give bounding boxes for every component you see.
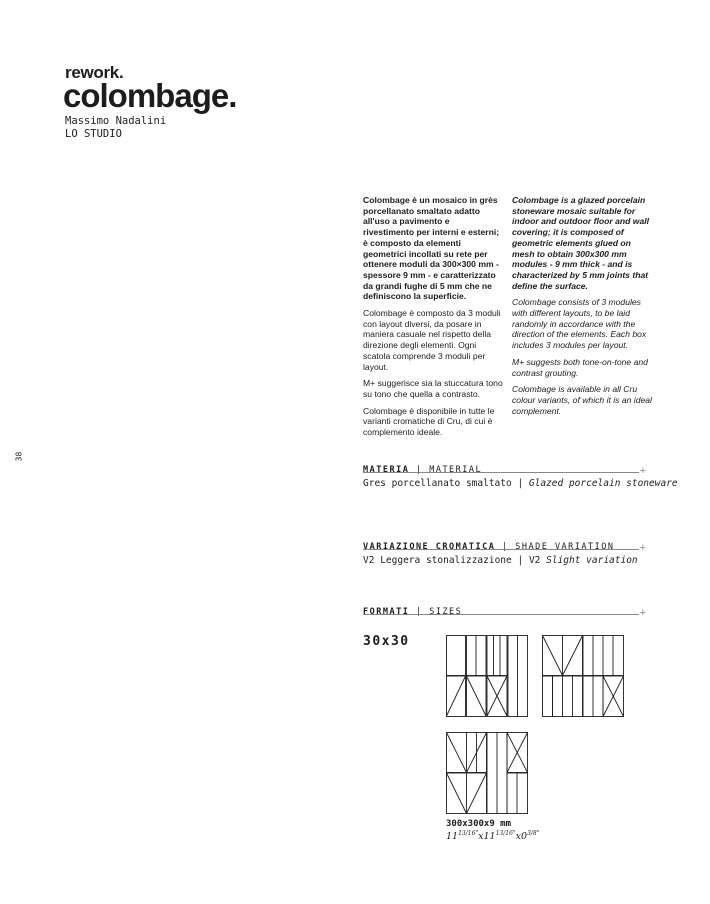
description-it-paragraph: Colombage è disponibile in tutte le varianti cromatiche di Cru, di cui è complemento ideale. (363, 405, 495, 438)
description-en-paragraph: Colombage is a glazed porcelain stoneware mosaic suitable for indoor and outdoor floor and wall covering; it is composed of geometric elements glued on mesh to obtain 300x300 mm modules - 9 mm thick - and is characterized by 5 mm joints that define the surface. (512, 195, 650, 291)
module-layout-1 (446, 635, 528, 717)
plus-mark: + (639, 607, 646, 619)
description-it-paragraph: M+ suggerisce sia la stuccatura tono su tono che quella a contrasto. (363, 378, 503, 399)
description-en-paragraph: Colombage consists of 3 modules with different layouts, to be laid randomly in accordance with the direction of the elements. Each box includes 3 modules per layout. (512, 297, 647, 351)
shade-value: V2 Leggera stonalizzazione | V2 Slight variation (363, 555, 638, 566)
shade-heading (363, 536, 646, 554)
module-layout-2 (542, 635, 624, 717)
material-heading-label: MATERIA | MATERIAL (363, 465, 483, 475)
description-it-paragraph: Colombage è composto da 3 moduli con layout diversi, da posare in maniera casuale nel rispetto della direzione degli elementi. Ogni scatola comprende 3 moduli per layout. (363, 308, 501, 372)
shade-heading-label: VARIAZIONE CROMATICA | SHADE VARIATION (363, 542, 615, 552)
material-value: Gres porcellanato smaltato | Glazed porcelain stoneware (363, 478, 678, 489)
description-english (512, 195, 652, 422)
section-rule (363, 614, 639, 615)
dimensions-inches: $11^{13/16"}x11^{13/16"}x0^{3/8"}$ (446, 830, 540, 843)
sizes-heading-label: FORMATI | SIZES (363, 607, 463, 617)
section-rule (363, 472, 639, 473)
designer-name: Massimo Nadalini (65, 115, 167, 127)
description-en-paragraph: Colombage is available in all Cru colour variants, of which it is an ideal complement. (512, 384, 652, 416)
product-title: colombage. (63, 77, 237, 114)
page-number: 38 (14, 451, 24, 462)
module-layout-3 (446, 732, 528, 814)
size-label: 30x30 (363, 634, 410, 649)
dimensions-mm: 300x300x9 mm (446, 819, 512, 829)
brand-name: rework. (65, 63, 124, 82)
sizes-heading (363, 601, 646, 619)
material-heading (363, 459, 646, 477)
studio-name: LO STUDIO (65, 128, 122, 140)
description-it-paragraph: Colombage è un mosaico in grès porcellanato smaltato adatto all'uso a pavimento e rivestimento per interni e esterni; è composto da elementi geometrici incollati su rete per ottenere moduli da 300×300 mm - spessore 9 mm - e caratterizzato da grandi fughe di 5 mm che ne definiscono la superficie. (363, 195, 500, 302)
plus-mark: + (639, 542, 646, 554)
section-rule (363, 549, 639, 550)
description-italian (363, 195, 503, 444)
description-en-paragraph: M+ suggests both tone-on-tone and contrast grouting. (512, 356, 648, 378)
plus-mark: + (639, 465, 646, 477)
